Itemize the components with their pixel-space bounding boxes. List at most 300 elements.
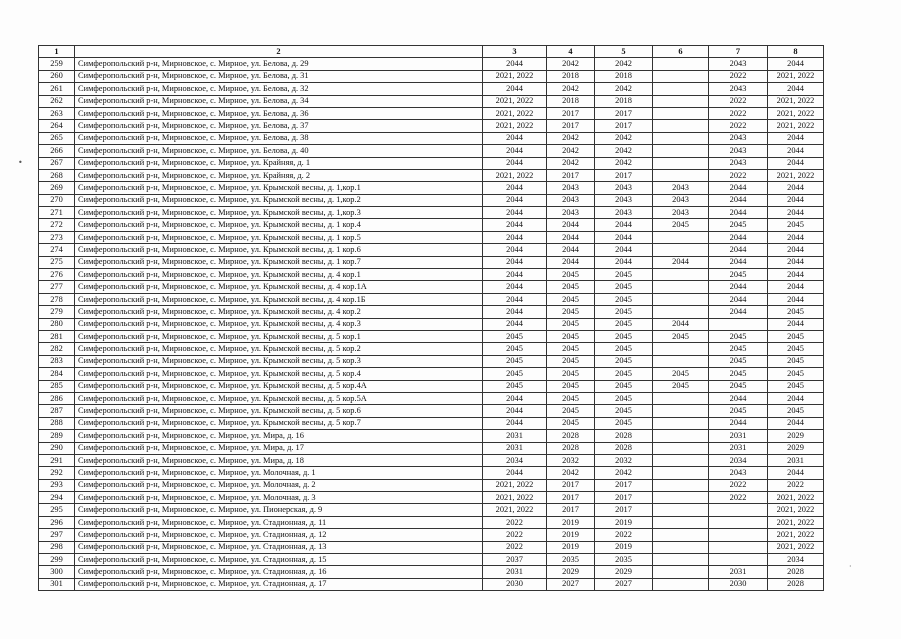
- table-row: [39, 454, 824, 466]
- col-4-cell: 2042: [547, 145, 595, 157]
- col-6-cell: [653, 231, 709, 243]
- col-7-cell: [709, 516, 768, 528]
- col-5-cell: 2022: [595, 529, 653, 541]
- row-number: 284: [39, 368, 75, 380]
- col-4-cell: 2042: [547, 58, 595, 70]
- row-number: 276: [39, 269, 75, 281]
- column-header-1: 1: [39, 46, 75, 58]
- col-7-cell: 2031: [709, 430, 768, 442]
- col-6-cell: [653, 120, 709, 132]
- col-6-cell: 2043: [653, 207, 709, 219]
- col-3-cell: 2045: [483, 368, 547, 380]
- col-8-cell: 2044: [768, 83, 824, 95]
- address-cell: Симферопольский р-н, Мирновское, с. Мирное, ул. Молочная, д. 1: [75, 467, 483, 479]
- table-row: [39, 145, 824, 157]
- col-8-cell: 2044: [768, 182, 824, 194]
- col-3-cell: 2021, 2022: [483, 70, 547, 82]
- col-8-cell: 2021, 2022: [768, 492, 824, 504]
- col-5-cell: 2027: [595, 578, 653, 590]
- col-6-cell: [653, 355, 709, 367]
- row-number: 280: [39, 318, 75, 330]
- col-7-cell: 2022: [709, 492, 768, 504]
- col-5-cell: 2044: [595, 244, 653, 256]
- col-4-cell: 2017: [547, 504, 595, 516]
- col-4-cell: 2045: [547, 318, 595, 330]
- col-3-cell: 2044: [483, 244, 547, 256]
- address-cell: Симферопольский р-н, Мирновское, с. Мирное, ул. Стадионная, д. 11: [75, 516, 483, 528]
- address-cell: Симферопольский р-н, Мирновское, с. Мирное, ул. Крымской весны, д. 1,кор.3: [75, 207, 483, 219]
- row-number: 294: [39, 492, 75, 504]
- col-6-cell: [653, 442, 709, 454]
- col-7-cell: 2034: [709, 454, 768, 466]
- column-header-3: 3: [483, 46, 547, 58]
- col-3-cell: 2045: [483, 330, 547, 342]
- address-cell: Симферопольский р-н, Мирновское, с. Мирное, ул. Молочная, д. 2: [75, 479, 483, 491]
- row-number: 270: [39, 194, 75, 206]
- address-cell: Симферопольский р-н, Мирновское, с. Мирное, ул. Крымской весны, д. 4 кор.3: [75, 318, 483, 330]
- col-7-cell: 2045: [709, 405, 768, 417]
- address-cell: Симферопольский р-н, Мирновское, с. Мирное, ул. Белова, д. 40: [75, 145, 483, 157]
- col-4-cell: 2042: [547, 132, 595, 144]
- col-4-cell: 2019: [547, 529, 595, 541]
- row-number: 300: [39, 566, 75, 578]
- col-7-cell: 2045: [709, 343, 768, 355]
- table-row: [39, 306, 824, 318]
- address-cell: Симферопольский р-н, Мирновское, с. Мирное, ул. Крымской весны, д. 5 кор.4: [75, 368, 483, 380]
- col-6-cell: [653, 169, 709, 181]
- row-number: 264: [39, 120, 75, 132]
- col-4-cell: 2032: [547, 454, 595, 466]
- col-7-cell: 2044: [709, 194, 768, 206]
- column-header-6: 6: [653, 46, 709, 58]
- col-3-cell: 2044: [483, 157, 547, 169]
- table-row: [39, 578, 824, 590]
- col-4-cell: 2044: [547, 256, 595, 268]
- table-row: [39, 368, 824, 380]
- col-6-cell: [653, 454, 709, 466]
- table-body: [39, 58, 824, 591]
- col-3-cell: 2021, 2022: [483, 120, 547, 132]
- col-6-cell: [653, 293, 709, 305]
- col-4-cell: 2017: [547, 492, 595, 504]
- col-5-cell: 2017: [595, 120, 653, 132]
- address-cell: Симферопольский р-н, Мирновское, с. Мирное, ул. Крымской весны, д. 5 кор.4А: [75, 380, 483, 392]
- col-7-cell: 2044: [709, 392, 768, 404]
- table-row: [39, 70, 824, 82]
- col-5-cell: 2017: [595, 479, 653, 491]
- address-cell: Симферопольский р-н, Мирновское, с. Мирное, ул. Крымской весны, д. 5 кор.3: [75, 355, 483, 367]
- table-row: [39, 554, 824, 566]
- col-4-cell: 2017: [547, 479, 595, 491]
- col-4-cell: 2043: [547, 182, 595, 194]
- col-8-cell: 2044: [768, 244, 824, 256]
- col-7-cell: 2022: [709, 107, 768, 119]
- address-cell: Симферопольский р-н, Мирновское, с. Мирное, ул. Крымской весны, д. 4 кор.2: [75, 306, 483, 318]
- address-cell: Симферопольский р-н, Мирновское, с. Мирное, ул. Белова, д. 34: [75, 95, 483, 107]
- housing-register-table: [38, 45, 824, 591]
- table-row: [39, 182, 824, 194]
- table-row: [39, 318, 824, 330]
- table-row: [39, 355, 824, 367]
- col-3-cell: 2021, 2022: [483, 492, 547, 504]
- row-number: 295: [39, 504, 75, 516]
- col-3-cell: 2044: [483, 467, 547, 479]
- col-6-cell: [653, 145, 709, 157]
- table-row: [39, 343, 824, 355]
- address-cell: Симферопольский р-н, Мирновское, с. Мирное, ул. Крымской весны, д. 1,кор.2: [75, 194, 483, 206]
- col-3-cell: 2022: [483, 541, 547, 553]
- col-8-cell: 2031: [768, 454, 824, 466]
- table-row: [39, 120, 824, 132]
- col-5-cell: 2018: [595, 70, 653, 82]
- col-7-cell: 2030: [709, 578, 768, 590]
- col-5-cell: 2042: [595, 157, 653, 169]
- col-6-cell: [653, 306, 709, 318]
- col-5-cell: 2028: [595, 430, 653, 442]
- col-7-cell: 2022: [709, 479, 768, 491]
- address-cell: Симферопольский р-н, Мирновское, с. Мирное, ул. Белова, д. 31: [75, 70, 483, 82]
- col-6-cell: [653, 244, 709, 256]
- col-7-cell: 2031: [709, 442, 768, 454]
- col-6-cell: [653, 132, 709, 144]
- col-3-cell: 2021, 2022: [483, 504, 547, 516]
- table-row: [39, 330, 824, 342]
- scan-speck: ·: [849, 562, 852, 571]
- col-8-cell: 2045: [768, 368, 824, 380]
- col-8-cell: 2045: [768, 219, 824, 231]
- col-7-cell: 2045: [709, 368, 768, 380]
- col-4-cell: 2045: [547, 405, 595, 417]
- col-8-cell: 2021, 2022: [768, 95, 824, 107]
- row-number: 272: [39, 219, 75, 231]
- row-number: 285: [39, 380, 75, 392]
- col-5-cell: 2045: [595, 269, 653, 281]
- col-4-cell: 2017: [547, 120, 595, 132]
- col-6-cell: [653, 467, 709, 479]
- address-cell: Симферопольский р-н, Мирновское, с. Мирное, ул. Мира, д. 17: [75, 442, 483, 454]
- col-3-cell: 2022: [483, 529, 547, 541]
- col-5-cell: 2044: [595, 219, 653, 231]
- address-cell: Симферопольский р-н, Мирновское, с. Мирное, ул. Крымской весны, д. 1 кор.4: [75, 219, 483, 231]
- col-4-cell: 2045: [547, 392, 595, 404]
- table-row: [39, 83, 824, 95]
- col-4-cell: 2028: [547, 442, 595, 454]
- row-number: 266: [39, 145, 75, 157]
- row-number: 289: [39, 430, 75, 442]
- col-5-cell: 2042: [595, 145, 653, 157]
- col-6-cell: 2043: [653, 194, 709, 206]
- col-6-cell: [653, 269, 709, 281]
- col-8-cell: 2034: [768, 554, 824, 566]
- col-4-cell: 2035: [547, 554, 595, 566]
- table-row: [39, 405, 824, 417]
- row-number: 296: [39, 516, 75, 528]
- row-number: 298: [39, 541, 75, 553]
- col-3-cell: 2031: [483, 566, 547, 578]
- col-5-cell: 2042: [595, 132, 653, 144]
- col-7-cell: 2044: [709, 281, 768, 293]
- col-7-cell: 2045: [709, 269, 768, 281]
- col-6-cell: [653, 70, 709, 82]
- row-number: 274: [39, 244, 75, 256]
- col-8-cell: 2044: [768, 194, 824, 206]
- address-cell: Симферопольский р-н, Мирновское, с. Мирное, ул. Крымской весны, д. 1 кор.6: [75, 244, 483, 256]
- col-7-cell: 2022: [709, 169, 768, 181]
- col-5-cell: 2043: [595, 194, 653, 206]
- address-cell: Симферопольский р-н, Мирновское, с. Мирное, ул. Молочная, д. 3: [75, 492, 483, 504]
- col-8-cell: 2044: [768, 58, 824, 70]
- col-4-cell: 2017: [547, 107, 595, 119]
- col-7-cell: 2045: [709, 219, 768, 231]
- col-5-cell: 2044: [595, 231, 653, 243]
- col-5-cell: 2019: [595, 541, 653, 553]
- address-cell: Симферопольский р-н, Мирновское, с. Мирное, ул. Крымской весны, д. 4 кор.1Б: [75, 293, 483, 305]
- address-cell: Симферопольский р-н, Мирновское, с. Мирное, ул. Мира, д. 16: [75, 430, 483, 442]
- col-4-cell: 2042: [547, 467, 595, 479]
- col-3-cell: 2044: [483, 318, 547, 330]
- table-row: [39, 132, 824, 144]
- column-header-5: 5: [595, 46, 653, 58]
- col-8-cell: 2045: [768, 405, 824, 417]
- col-7-cell: 2031: [709, 566, 768, 578]
- address-cell: Симферопольский р-н, Мирновское, с. Мирное, ул. Белова, д. 32: [75, 83, 483, 95]
- col-5-cell: 2045: [595, 417, 653, 429]
- col-4-cell: 2045: [547, 355, 595, 367]
- col-4-cell: 2044: [547, 219, 595, 231]
- col-6-cell: [653, 516, 709, 528]
- row-number: 299: [39, 554, 75, 566]
- col-5-cell: 2018: [595, 95, 653, 107]
- col-7-cell: [709, 318, 768, 330]
- col-7-cell: 2045: [709, 330, 768, 342]
- col-6-cell: [653, 479, 709, 491]
- table-row: [39, 541, 824, 553]
- table-row: [39, 516, 824, 528]
- address-cell: Симферопольский р-н, Мирновское, с. Мирное, ул. Крайняя, д. 1: [75, 157, 483, 169]
- table-row: [39, 256, 824, 268]
- col-3-cell: 2044: [483, 58, 547, 70]
- table-row: [39, 566, 824, 578]
- col-3-cell: 2037: [483, 554, 547, 566]
- col-8-cell: 2021, 2022: [768, 529, 824, 541]
- col-7-cell: 2044: [709, 293, 768, 305]
- table-row: [39, 417, 824, 429]
- row-number: 282: [39, 343, 75, 355]
- col-8-cell: 2044: [768, 417, 824, 429]
- row-number: 286: [39, 392, 75, 404]
- col-7-cell: 2044: [709, 244, 768, 256]
- col-3-cell: 2044: [483, 231, 547, 243]
- address-cell: Симферопольский р-н, Мирновское, с. Мирное, ул. Пионерская, д. 9: [75, 504, 483, 516]
- row-number: 278: [39, 293, 75, 305]
- col-3-cell: 2044: [483, 145, 547, 157]
- col-4-cell: 2044: [547, 244, 595, 256]
- table-row: [39, 442, 824, 454]
- col-3-cell: 2044: [483, 293, 547, 305]
- row-number: 273: [39, 231, 75, 243]
- col-7-cell: [709, 541, 768, 553]
- col-8-cell: 2021, 2022: [768, 120, 824, 132]
- table-row: [39, 95, 824, 107]
- col-7-cell: 2045: [709, 380, 768, 392]
- col-4-cell: 2045: [547, 281, 595, 293]
- col-8-cell: 2021, 2022: [768, 516, 824, 528]
- address-cell: Симферопольский р-н, Мирновское, с. Мирное, ул. Стадионная, д. 16: [75, 566, 483, 578]
- col-6-cell: [653, 83, 709, 95]
- col-8-cell: 2022: [768, 479, 824, 491]
- col-7-cell: [709, 504, 768, 516]
- col-8-cell: 2045: [768, 330, 824, 342]
- col-8-cell: 2044: [768, 256, 824, 268]
- row-number: 297: [39, 529, 75, 541]
- col-4-cell: 2043: [547, 194, 595, 206]
- col-4-cell: 2019: [547, 516, 595, 528]
- col-3-cell: 2031: [483, 442, 547, 454]
- col-3-cell: 2044: [483, 132, 547, 144]
- col-6-cell: [653, 554, 709, 566]
- row-number: 271: [39, 207, 75, 219]
- col-3-cell: 2044: [483, 392, 547, 404]
- address-cell: Симферопольский р-н, Мирновское, с. Мирное, ул. Крымской весны, д. 5 кор.5А: [75, 392, 483, 404]
- col-3-cell: 2021, 2022: [483, 169, 547, 181]
- col-8-cell: 2044: [768, 132, 824, 144]
- col-6-cell: [653, 58, 709, 70]
- col-7-cell: 2044: [709, 306, 768, 318]
- col-3-cell: 2044: [483, 182, 547, 194]
- row-number: 261: [39, 83, 75, 95]
- table-row: [39, 269, 824, 281]
- col-8-cell: 2044: [768, 467, 824, 479]
- row-number: 283: [39, 355, 75, 367]
- col-6-cell: [653, 281, 709, 293]
- col-7-cell: 2043: [709, 58, 768, 70]
- col-5-cell: 2045: [595, 330, 653, 342]
- table-row: [39, 194, 824, 206]
- col-6-cell: 2044: [653, 318, 709, 330]
- col-5-cell: 2043: [595, 182, 653, 194]
- table-row: [39, 207, 824, 219]
- col-8-cell: 2044: [768, 145, 824, 157]
- address-cell: Симферопольский р-н, Мирновское, с. Мирное, ул. Крымской весны, д. 1 кор.7: [75, 256, 483, 268]
- address-cell: Симферопольский р-н, Мирновское, с. Мирное, ул. Крымской весны, д. 5 кор.7: [75, 417, 483, 429]
- col-8-cell: 2021, 2022: [768, 541, 824, 553]
- row-number: 275: [39, 256, 75, 268]
- row-number: 263: [39, 107, 75, 119]
- col-5-cell: 2028: [595, 442, 653, 454]
- row-number: 290: [39, 442, 75, 454]
- col-6-cell: 2045: [653, 368, 709, 380]
- col-4-cell: 2029: [547, 566, 595, 578]
- col-5-cell: 2045: [595, 380, 653, 392]
- col-3-cell: 2021, 2022: [483, 479, 547, 491]
- table-row: [39, 479, 824, 491]
- address-cell: Симферопольский р-н, Мирновское, с. Мирное, ул. Стадионная, д. 17: [75, 578, 483, 590]
- col-5-cell: 2017: [595, 492, 653, 504]
- col-5-cell: 2017: [595, 107, 653, 119]
- col-3-cell: 2044: [483, 405, 547, 417]
- col-3-cell: 2044: [483, 281, 547, 293]
- table-header-row: [39, 46, 824, 58]
- col-7-cell: 2044: [709, 182, 768, 194]
- col-4-cell: 2042: [547, 83, 595, 95]
- col-7-cell: 2044: [709, 207, 768, 219]
- col-6-cell: [653, 504, 709, 516]
- col-5-cell: 2035: [595, 554, 653, 566]
- col-3-cell: 2045: [483, 343, 547, 355]
- col-8-cell: 2045: [768, 380, 824, 392]
- table-row: [39, 244, 824, 256]
- col-6-cell: [653, 405, 709, 417]
- col-6-cell: [653, 430, 709, 442]
- col-3-cell: 2044: [483, 194, 547, 206]
- address-cell: Симферопольский р-н, Мирновское, с. Мирное, ул. Мира, д. 18: [75, 454, 483, 466]
- col-4-cell: 2019: [547, 541, 595, 553]
- address-cell: Симферопольский р-н, Мирновское, с. Мирное, ул. Белова, д. 37: [75, 120, 483, 132]
- col-4-cell: 2018: [547, 70, 595, 82]
- col-3-cell: 2044: [483, 306, 547, 318]
- table-row: [39, 107, 824, 119]
- col-6-cell: 2043: [653, 182, 709, 194]
- row-number: 268: [39, 169, 75, 181]
- col-6-cell: [653, 95, 709, 107]
- row-number: 265: [39, 132, 75, 144]
- address-cell: Симферопольский р-н, Мирновское, с. Мирное, ул. Крымской весны, д. 1 кор.5: [75, 231, 483, 243]
- table-row: [39, 58, 824, 70]
- row-number: 262: [39, 95, 75, 107]
- row-number: 287: [39, 405, 75, 417]
- col-8-cell: 2044: [768, 318, 824, 330]
- col-8-cell: 2044: [768, 392, 824, 404]
- col-8-cell: 2045: [768, 306, 824, 318]
- col-5-cell: 2045: [595, 368, 653, 380]
- col-6-cell: [653, 578, 709, 590]
- col-6-cell: [653, 417, 709, 429]
- col-4-cell: 2045: [547, 368, 595, 380]
- col-7-cell: 2043: [709, 145, 768, 157]
- address-cell: Симферопольский р-н, Мирновское, с. Мирное, ул. Крымской весны, д. 4 кор.1: [75, 269, 483, 281]
- table-row: [39, 169, 824, 181]
- col-8-cell: 2044: [768, 157, 824, 169]
- row-number: 260: [39, 70, 75, 82]
- col-6-cell: 2044: [653, 256, 709, 268]
- table-row: [39, 392, 824, 404]
- col-5-cell: 2017: [595, 504, 653, 516]
- col-4-cell: 2043: [547, 207, 595, 219]
- address-cell: Симферопольский р-н, Мирновское, с. Мирное, ул. Стадионная, д. 12: [75, 529, 483, 541]
- address-cell: Симферопольский р-н, Мирновское, с. Мирное, ул. Крайняя, д. 2: [75, 169, 483, 181]
- col-3-cell: 2044: [483, 256, 547, 268]
- col-6-cell: [653, 157, 709, 169]
- table-row: [39, 467, 824, 479]
- col-4-cell: 2045: [547, 306, 595, 318]
- col-3-cell: 2045: [483, 355, 547, 367]
- col-5-cell: 2044: [595, 256, 653, 268]
- col-5-cell: 2032: [595, 454, 653, 466]
- col-4-cell: 2027: [547, 578, 595, 590]
- col-8-cell: 2029: [768, 442, 824, 454]
- table-row: [39, 430, 824, 442]
- row-number: 269: [39, 182, 75, 194]
- row-number: 293: [39, 479, 75, 491]
- col-8-cell: 2045: [768, 355, 824, 367]
- col-8-cell: 2044: [768, 231, 824, 243]
- row-number: 281: [39, 330, 75, 342]
- row-number: 301: [39, 578, 75, 590]
- column-header-2: 2: [75, 46, 483, 58]
- col-6-cell: 2045: [653, 330, 709, 342]
- address-cell: Симферопольский р-н, Мирновское, с. Мирное, ул. Стадионная, д. 13: [75, 541, 483, 553]
- col-6-cell: [653, 107, 709, 119]
